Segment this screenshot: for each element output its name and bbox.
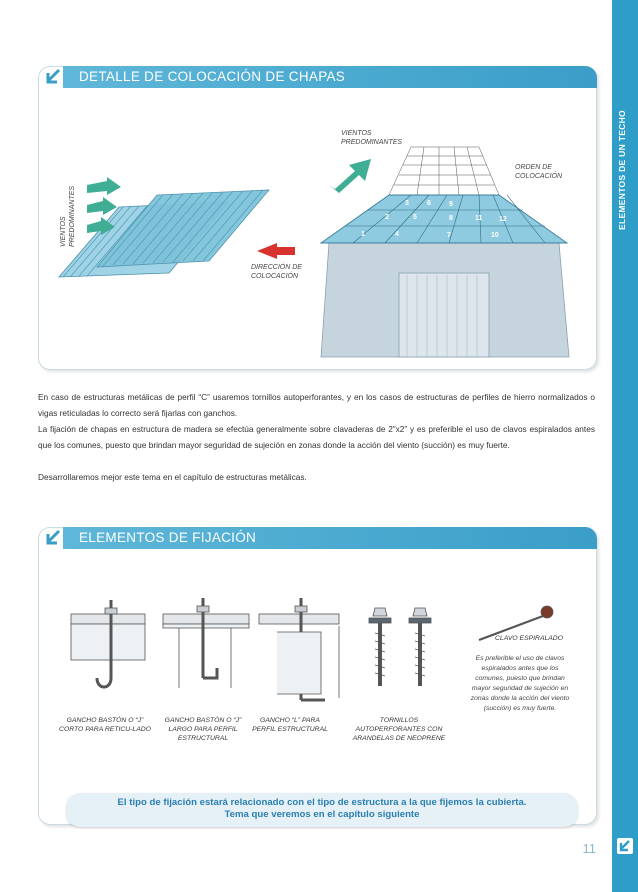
page-number: 11	[582, 841, 596, 856]
side-tab-label: ELEMENTOS DE UN TECHO	[617, 110, 627, 230]
order-number: 8	[449, 215, 453, 222]
caption-gancho-baston-j-largo: GANCHO BASTÓN O “J” LARGO PARA PERFIL ESTRUCTURAL	[164, 717, 242, 742]
paragraph: En caso de estructuras metálicas de perfil “C” usaremos tornillos autoperforantes, y en los casos de estructuras de perfiles de hierro normalizados o vigas reticuladas lo correcto será fijarlas con ganchos.	[38, 392, 595, 418]
paragraph: Desarrollaremos mejor este tema en el capítulo de estructuras metálicas.	[38, 472, 307, 482]
order-number: 4	[395, 231, 399, 238]
caption-tornillos: TORNILLOS AUTOPERFORANTES CON ARANDELAS DE NEOPRENE	[352, 717, 446, 742]
paragraph: La fijación de chapas en estructura de madera se efectúa generalmente sobre clavaderas de 2”x2” y es preferible el uso de clavos espiralados antes que los comunes, puesto que brindan mayor seguridad de sujeción en zonas donde la acción del viento (succión) es muy fuerte.	[38, 424, 595, 450]
roof-illustration	[39, 67, 596, 369]
corrugated-sheets	[59, 190, 269, 277]
gancho-l	[259, 598, 339, 700]
caption-gancho-baston-j: GANCHO BASTÓN O “J” CORTO PARA RETICU-LADO	[59, 717, 151, 733]
order-number: 1	[361, 231, 365, 238]
caption-clavo: CLAVO ESPIRALADO	[495, 635, 563, 642]
side-tab	[612, 0, 638, 892]
order-number: 11	[475, 215, 483, 222]
caption-gancho-l: GANCHO “L” PARA PERFIL ESTRUCTURAL	[252, 717, 328, 733]
section-detalle-colocacion	[38, 66, 597, 370]
clavo-note: Es preferible el uso de clavos espiralados antes que los comunes, puesto que brindan mayor seguridad de sujeción en zonas donde la acción del viento (succión) es muy fuerte.	[470, 655, 570, 712]
label-vientos-left: VIENTOS PREDOMINANTES	[60, 185, 76, 247]
order-number: 3	[405, 200, 409, 207]
direction-arrow	[257, 243, 295, 259]
label-vientos-top: VIENTOS PREDOMINANTES	[341, 130, 403, 146]
order-number: 2	[385, 214, 389, 221]
order-number: 6	[427, 200, 431, 207]
order-number: 5	[413, 214, 417, 221]
label-direccion: DIRECCIÓN DE COLOCACIÓN	[251, 264, 302, 280]
section-title: DETALLE DE COLOCACIÓN DE CHAPAS	[79, 69, 346, 84]
gancho-baston-j-corto	[71, 600, 145, 687]
order-number: 10	[491, 232, 499, 239]
wind-arrow-top	[329, 159, 371, 193]
banner-line-1: El tipo de fijación estará relacionado con el tipo de estructura a la que fijemos la cubierta.	[117, 797, 527, 808]
gancho-baston-j-largo	[163, 598, 249, 688]
label-orden: ORDEN DE COLOCACIÓN	[515, 164, 563, 180]
banner-line-2: Tema que veremos en el capítulo siguiente	[224, 809, 420, 820]
order-number: 7	[447, 232, 451, 239]
corner-arrow-icon	[617, 838, 633, 854]
order-number: 12	[499, 216, 507, 223]
section-title: ELEMENTOS DE FIJACIÓN	[79, 530, 257, 545]
body-text	[38, 389, 595, 485]
order-number: 9	[449, 201, 453, 208]
conclusion-banner	[66, 793, 578, 827]
tornillos-autoperforantes	[369, 608, 431, 686]
